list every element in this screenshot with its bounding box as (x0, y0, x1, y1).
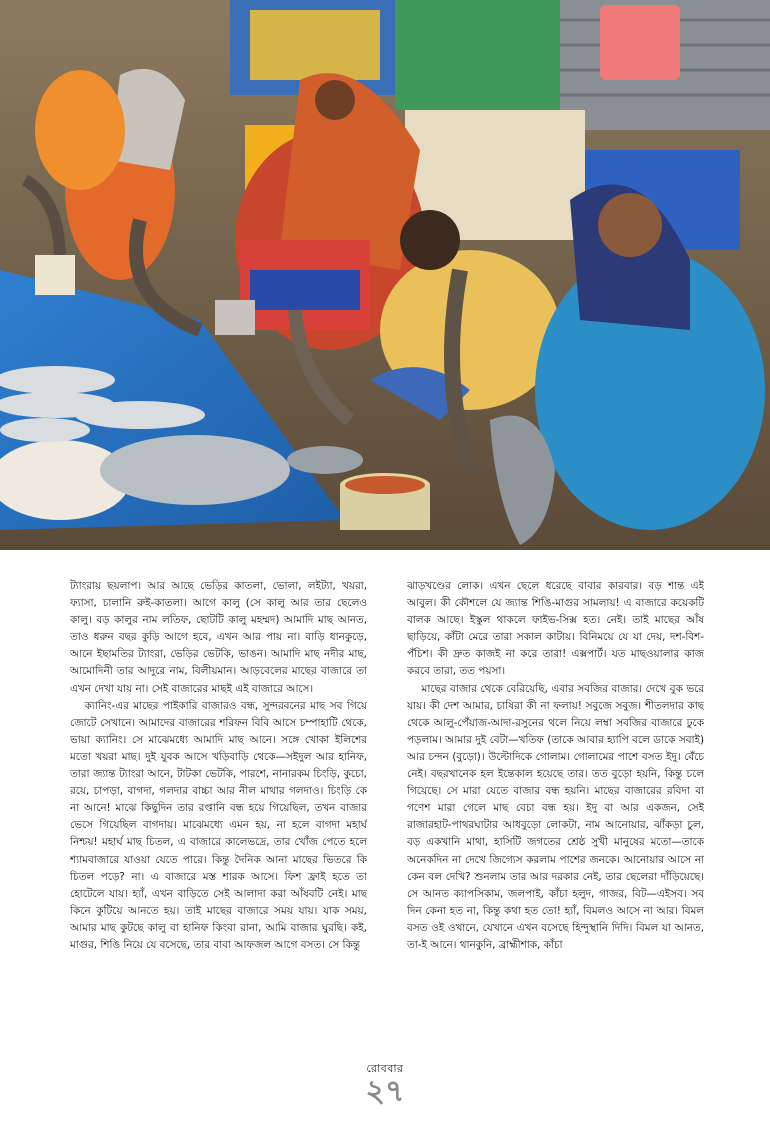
magazine-name: রোববার (366, 1062, 404, 1075)
article-body (70, 578, 704, 1038)
paragraph: ক্যানিং-এর মাছের পাইকারি বাজারও বন্ধ, সুন্দরবনের মাছ সব গিয়ে জোটে সেখানে। আমাদের বাজারের শরিফন বিবি আসে চম্পাহাটি থেকে, ভায়া ক্যানিং। সে মাঝেমধ্যে আমাদি মাছ আনে। সঙ্গে খোকা ইলিশের মতো খয়রা মাছ। দুই যুবক আসে খড়িবাড়ি থেকে—সইদুল আর হানিফ, তারা জ্যান্ত ট্যাংরা আনে, টাটকা ভেটকি, পারশে, নানারকম চিংড়ি, কুচো, রয়ে, চাপড়া, বাগদা, গলদার বাচ্চা আর নীল মাথার গলদাও। চিংড়ি কে না আনে! মাঝে কিছুদিন তার রপ্তানি বন্ধ হয়ে গিয়েছিল, তখন বাজার ভেসে গিয়েছিল বাগদায়। মাঝেমধ্যে এমন হয়, না হলে বাগদা মহার্ঘ নিশ্চয়! মহার্ঘ মাছ চিতল, এ বাজারে কালেভদ্রে, তার খোঁজ পেতে হলে শ্যামবাজারে যাওয়া যেতে পারে। কিন্তু দৈনিক আনা মাছের ভিতরে কি চিতল পড়ে? না। এ বাজারে মস্ত শারক আসে। ফিশ ফ্রাই হতে তা হোটেলে যায়। হ্যাঁ, এখন বাড়িতে সেই আলাদা করা আঁষবটি নেই। মাছ কিনে কুটিয়ে আনতে হয়। তাই মাছের বাজারে সময় যায়। যাক সময়, আমার মাছ কুটছে কালু বা হানিফ কিংবা রানা, আমি বাজার ঘুরছি। কই, মাগুর, শিঙি নিয়ে যে বসেছে, তার বাবা আফজল আগে বসত। সে কিন্তু (70, 699, 367, 951)
article-column-right (407, 578, 704, 1038)
article-column-left (70, 578, 367, 1038)
paragraph: মাছের বাজার থেকে বেরিয়েছি, এবার সবজির বাজার। দেখে বুক ভরে যায়। কী দেশ আমার, চাষিরা কী না ফলায়! সবুজে সবুজ। শীতলদার কাছ থেকে আলু-পেঁয়াজ-আদা-রসুনের থলে নিয়ে লম্বা সবজির বাজারে ঢুকে পড়লাম। আমার দুই বেটা—খতিফ (তাকে আবার হ্যাপি বলে ডাকে সবাই) আর চন্দন (বুড়ো)। উল্টোদিকে গোলাম। গোলামের পাশে বসত ইদু। বেঁচে নেই। বছরখানেক হল ইন্তেকাল হয়েছে তার। তত বুড়ো হয়নি, কিন্তু চলে গিয়েছে। সে মারা যেতে বাজার বন্ধ হয়নি। মাছের বাজারের রবিদা বা গণেশ মারা গেলে মাছ বেচা বন্ধ হয়। ইদু বা আর একজন, সেই রাজারহাট-পাথরঘাটার আধবুড়ো লোকটা, নাম আনোয়ার, ঝাঁকড়া চুল, বড় একখানি মাথা, হাসিটি জগতের শ্রেষ্ঠ সুখী মানুষের মতো—তাকে অনেকদিন না দেখে জিগ্যেস করলাম পাশের জনকে। আনোয়ার আসে না কেন বল দেখি? শুনলাম তার আর দরকার নেই, তার ছেলেরা দাঁড়িয়েছে। সে আনত ক্যাপসিকাম, জলপাই, কাঁচা হলুদ, গাজর, বিট—এইসব। সব দিন কেনা হত না, কিন্তু কথা হত তো! হ্যাঁ, বিমলও আসে না আর। বিমল বসত ওই ওখানে, যেখানে এখন বসেছে হিন্দুস্থানি দিদি। বিমল যা আনত, তা-ই আনে। থানকুনি, ব্রাহ্মীশাক, কাঁচা (407, 682, 704, 951)
page-footer (0, 1060, 770, 1107)
page-number: ২৭ (365, 1074, 405, 1109)
paragraph: ট্যাংরায় ছয়লাপ। আর আছে ভেড়ির কাতলা, ভোলা, লইট্যা, খয়রা, ফ্যাসা, চালানি রুই-কাতলা। আগে কালু (সে কালু আর তার ছেলেও কালু। বড় কালুর নাম লতিফ, ছোটটি কালু মহম্মদ) আমাদি মাছ আনত, তাও ধরুন বছর কুড়ি আগে হবে, এখন আর পায় না। বাড়ি ধানকুড়ে, আনে ইছামতির ট্যাংরা, ভেড়ির ভেটকি, ভাঙন। আমাদি মাছ নদীর মাছ, আমোদিনী তার আদুরে নাম, বিলীয়মান। আড়বেলের মাছের বাজারে তা এখন দেখা যায় না। সেই বাজারের মাছই এই বাজারে আসে। (70, 580, 367, 695)
market-photo (0, 0, 770, 550)
paragraph: ঝাড়খণ্ডের লোক। এখন ছেলে ধরেছে বাবার কারবার। বড় শান্ত এই আবুল। কী কৌশলে যে জ্যান্ত শিঙি-মাগুর সামলায়! এ বাজারে কয়েকটি বালক আছে। ইস্কুল থাকলে ফাইভ-সিক্স হত। নেই। তাই মাছের আঁষ ছাড়িয়ে, কাঁটা মেরে তারা সকাল কাটায়। বিনিময়ে যে যা দেয়, দশ-বিশ-পঁচিশ। কী দ্রুত কাজই না করে তারা! এক্সপার্ট। যত মাছওয়ালার কাজ করবে তারা, তত পয়সা। (407, 580, 704, 678)
